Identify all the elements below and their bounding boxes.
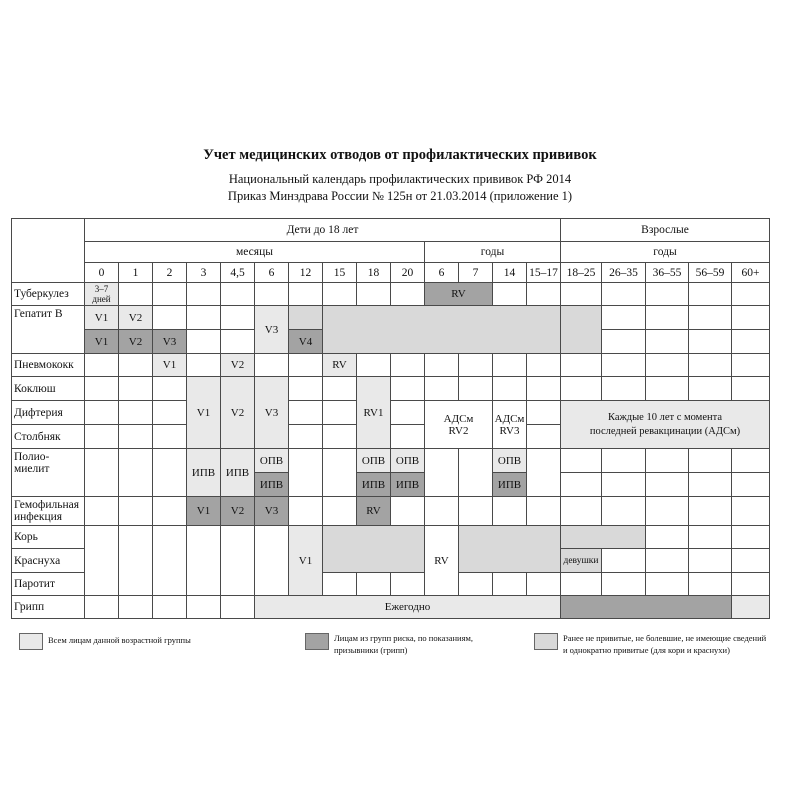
age-header: 15 [323, 263, 357, 283]
hepb-unvaccinated-adults [561, 306, 602, 354]
age-header: 1 [119, 263, 153, 283]
hib-v3: V3 [255, 497, 289, 526]
row-label-tetanus: Столбняк [12, 425, 85, 449]
hepb-cell-12 [289, 306, 323, 330]
legend-all-text: Всем лицам данной возрастной группы [48, 635, 191, 645]
legend-swatch-light [19, 633, 43, 650]
subtitle-calendar: Национальный календарь профилактических прививок РФ 2014 [228, 172, 572, 186]
hib-v2: V2 [221, 497, 255, 526]
group-months: месяцы [85, 242, 425, 263]
age-header: 12 [289, 263, 323, 283]
mmr-rv: RV [425, 526, 459, 596]
age-header: 0 [85, 263, 119, 283]
pneumo-v1: V1 [153, 354, 187, 377]
dtp-v3: V3 [255, 377, 289, 449]
polio-ipv-3: ИПВ [187, 449, 221, 497]
flu-yearly: Ежегодно [255, 596, 561, 619]
row-label-hib: Гемофильная инфекция [12, 497, 85, 526]
mmr-unvaccinated-years [459, 526, 561, 573]
row-label-diphtheria: Дифтерия [12, 401, 85, 425]
polio-ipv-45: ИПВ [221, 449, 255, 497]
polio-ipv-14: ИПВ [493, 473, 527, 497]
polio-opv-18: ОПВ [357, 449, 391, 473]
age-header: 15–17 [527, 263, 561, 283]
age-header: 6 [425, 263, 459, 283]
row-label-polio: Полио- миелит [12, 449, 85, 497]
legend-unvaccinated-text: Ранее не привитые, не болевшие, не имеющие сведений и однократно привитые (для кори и краснухи) [563, 633, 767, 655]
corner-cell [12, 219, 85, 283]
age-header: 7 [459, 263, 493, 283]
ads-rv2: АДСм RV2 [425, 401, 493, 449]
polio-ipv-20: ИПВ [391, 473, 425, 497]
hepb-v1: V1 [85, 306, 119, 330]
mmr-unvaccinated-months [323, 526, 425, 573]
adult-ads-note: Каждые 10 лет с момента последней ревакцинации (АДСм) [561, 401, 770, 449]
hepb-v3: V3 [255, 306, 289, 354]
hib-rv: RV [357, 497, 391, 526]
group-children: Дети до 18 лет [85, 219, 561, 242]
dtp-rv1: RV1 [357, 377, 391, 449]
subtitle-order: Приказ Минздрава России № 125н от 21.03.2014 (приложение 1) [227, 189, 573, 203]
hepb-risk-v1: V1 [85, 330, 119, 354]
group-years-adults: годы [561, 242, 770, 263]
pneumo-rv: RV [323, 354, 357, 377]
ads-rv3: АДСм RV3 [493, 401, 527, 449]
polio-ipv-18: ИПВ [357, 473, 391, 497]
hepb-v2: V2 [119, 306, 153, 330]
polio-opv-14: ОПВ [493, 449, 527, 473]
row-label-flu: Грипп [12, 596, 85, 619]
flu-risk-adults [561, 596, 732, 619]
flu-60plus [732, 596, 770, 619]
age-header: 4,5 [221, 263, 255, 283]
vaccination-table [11, 218, 770, 619]
age-header: 6 [255, 263, 289, 283]
dtp-v2: V2 [221, 377, 255, 449]
pneumo-v2: V2 [221, 354, 255, 377]
tb-cell-0: 3–7 дней [85, 283, 119, 306]
page-title: Учет медицинских отводов от профилактических прививок [203, 147, 597, 163]
legend-risk-text: Лицам из групп риска, по показаниям, призывники (грипп) [334, 633, 474, 655]
age-header: 20 [391, 263, 425, 283]
hepb-unvaccinated-children [323, 306, 561, 354]
row-label-rubella: Краснуха [12, 549, 85, 573]
group-years-children: годы [425, 242, 561, 263]
age-header: 26–35 [602, 263, 646, 283]
age-header: 36–55 [646, 263, 689, 283]
row-label-pertussis: Коклюш [12, 377, 85, 401]
row-label-tuberculosis: Туберкулез [12, 283, 85, 306]
hib-v1: V1 [187, 497, 221, 526]
row-label-measles: Корь [12, 526, 85, 549]
hepb-risk-v2: V2 [119, 330, 153, 354]
legend-swatch-medium [534, 633, 558, 650]
age-header: 2 [153, 263, 187, 283]
legend-swatch-dark [305, 633, 329, 650]
group-adults: Взрослые [561, 219, 770, 242]
tb-revaccination: RV [425, 283, 493, 306]
row-label-hepatitis-b: Гепатит В [12, 306, 85, 354]
polio-opv-6: ОПВ [255, 449, 289, 473]
mmr-v1: V1 [289, 526, 323, 596]
row-label-pneumococcus: Пневмококк [12, 354, 85, 377]
polio-opv-20: ОПВ [391, 449, 425, 473]
age-header: 18–25 [561, 263, 602, 283]
polio-ipv-6: ИПВ [255, 473, 289, 497]
age-header: 18 [357, 263, 391, 283]
age-header: 60+ [732, 263, 770, 283]
age-header: 3 [187, 263, 221, 283]
hepb-risk-v4: V4 [289, 330, 323, 354]
measles-adults [561, 526, 646, 549]
rubella-girls: девушки [561, 549, 602, 573]
row-label-mumps: Паротит [12, 573, 85, 596]
age-header: 14 [493, 263, 527, 283]
hepb-risk-v3: V3 [153, 330, 187, 354]
dtp-v1: V1 [187, 377, 221, 449]
age-header: 56–59 [689, 263, 732, 283]
